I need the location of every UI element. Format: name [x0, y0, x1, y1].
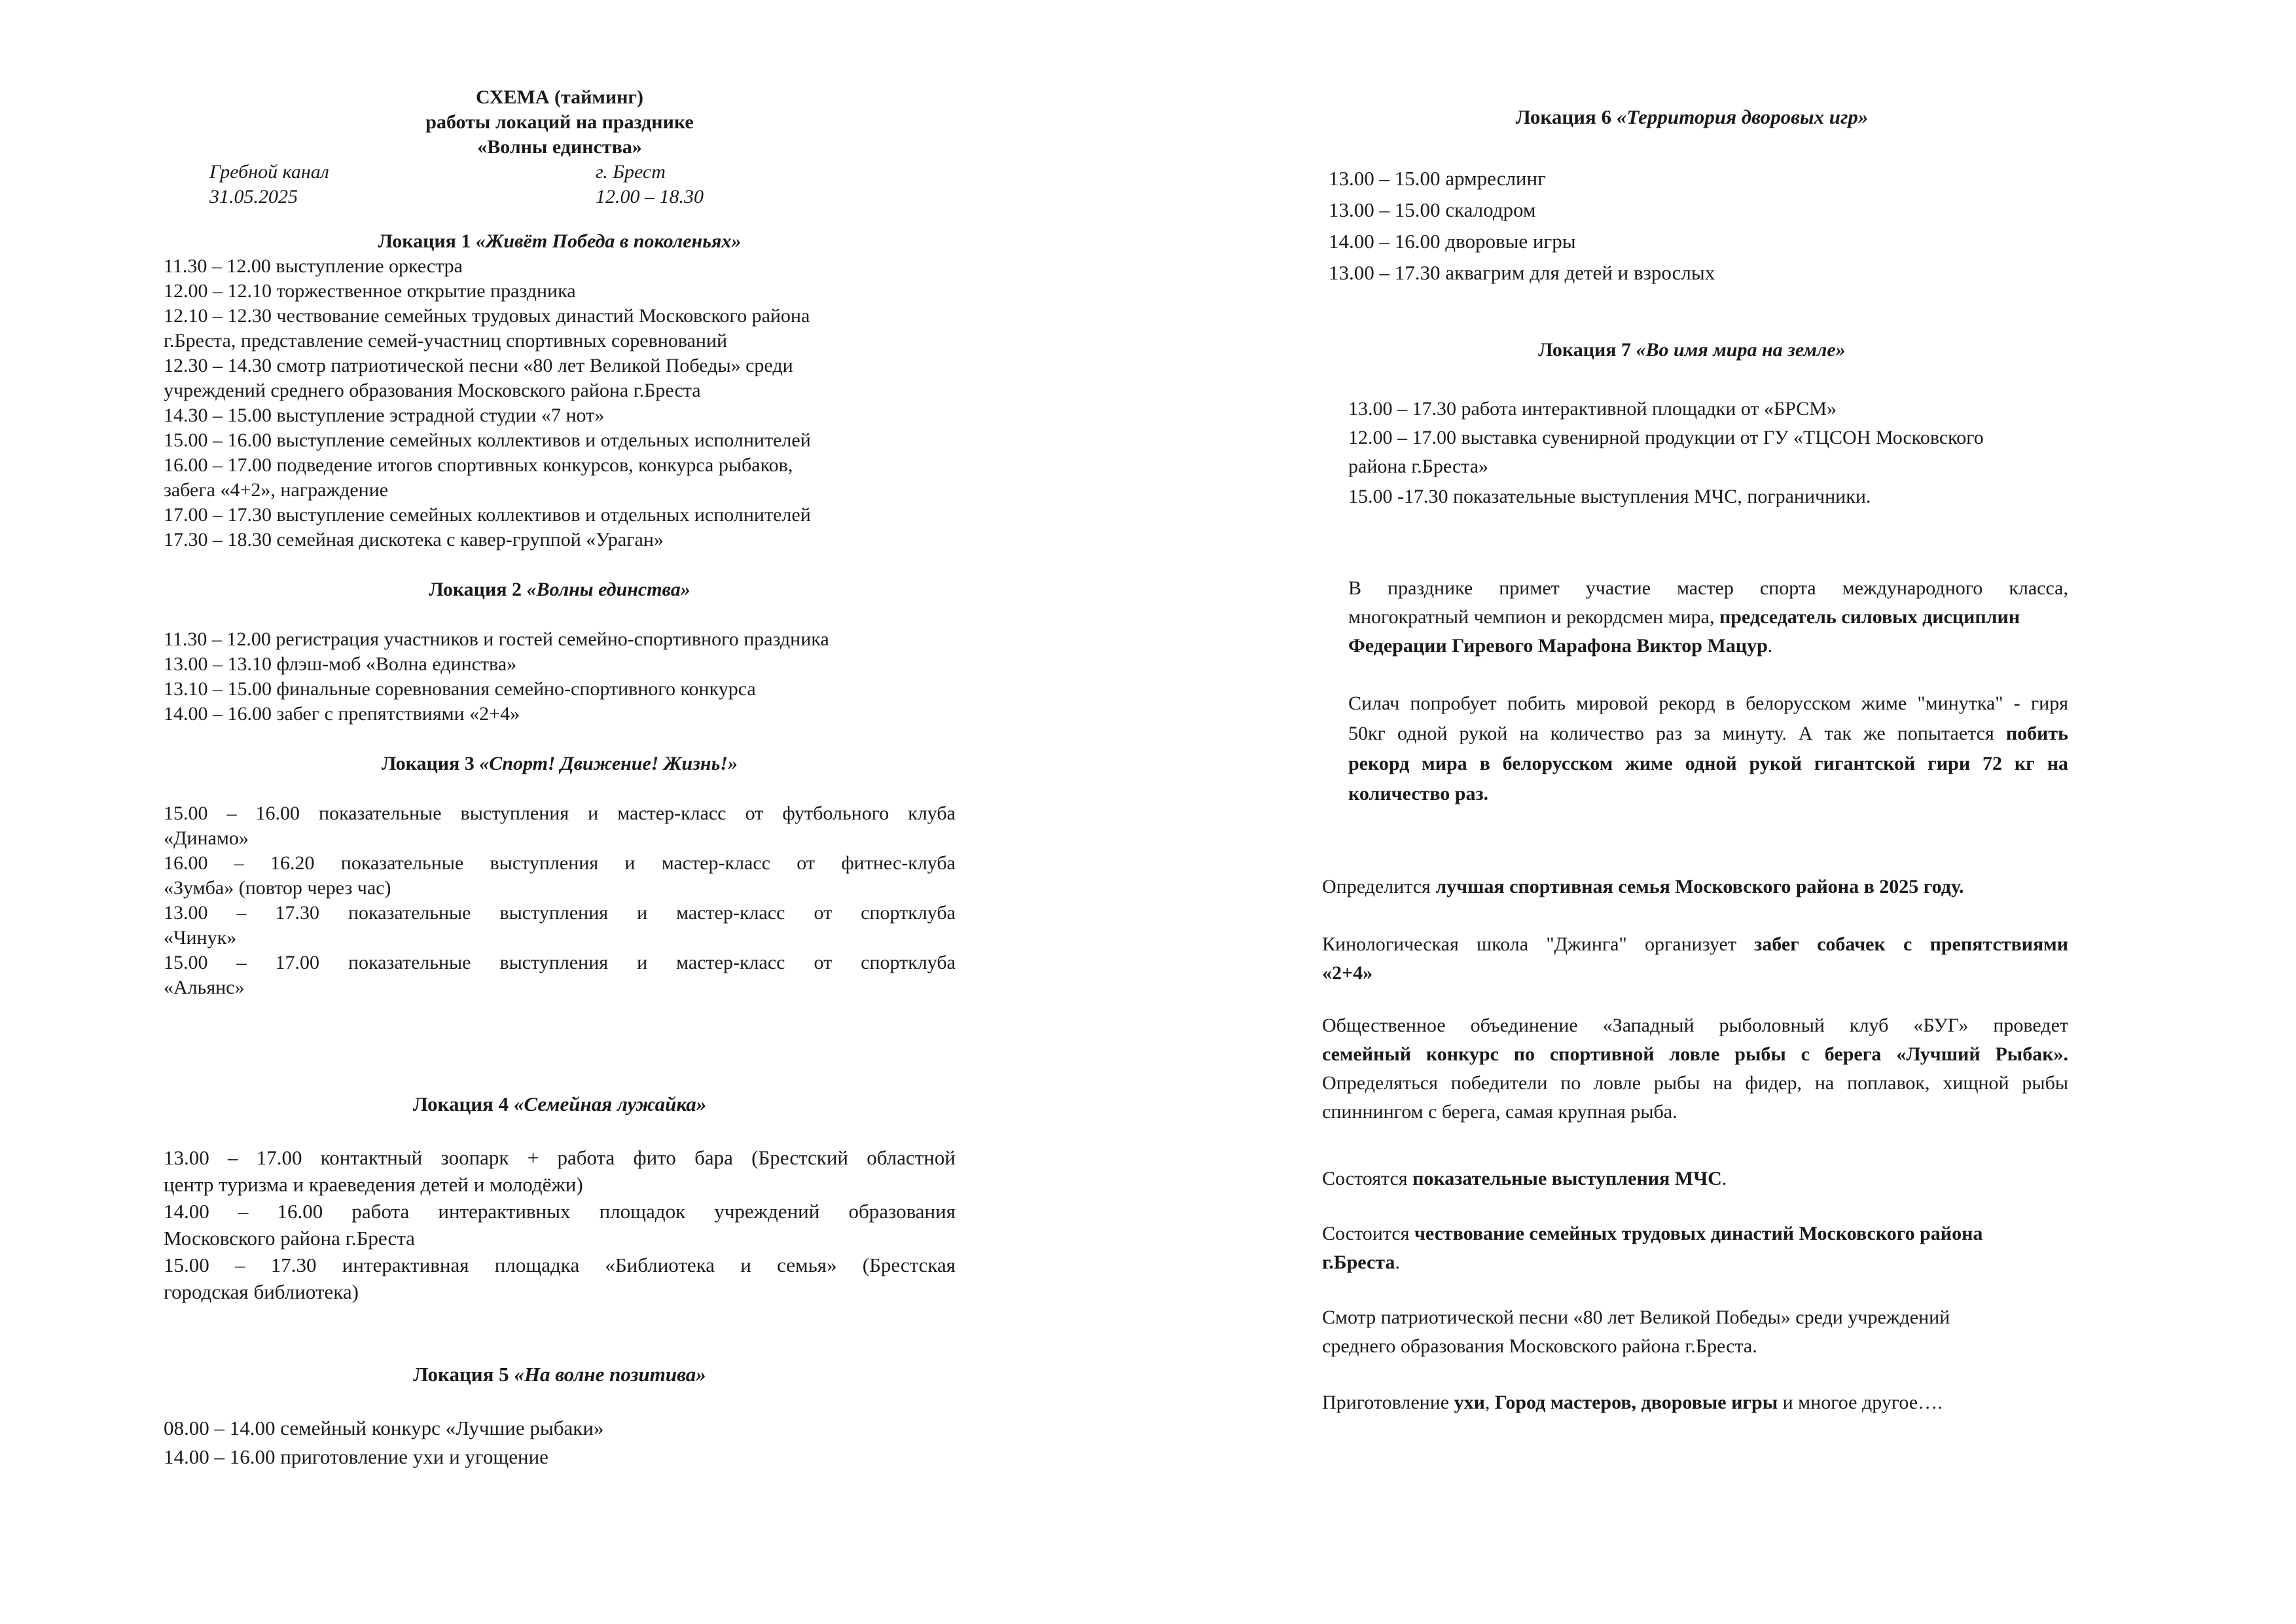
date-label: 31.05.2025	[209, 186, 298, 208]
loc3-line: 16.00 – 16.20 показательные выступления и мастер-класс от фитнес-клуба	[164, 852, 956, 874]
doc-title-3: «Волны единства»	[477, 136, 642, 158]
loc1-line: г.Бреста, представление семей-участниц спортивных соревнований	[164, 330, 728, 352]
loc3-line: «Зумба» (повтор через час)	[164, 877, 391, 899]
loc6-heading: Локация 6 «Территория дворовых игр»	[1515, 105, 1869, 128]
doc-title-2: работы локаций на празднике	[425, 111, 694, 133]
loc2-line: 13.10 – 15.00 финальные соревнования семейно-спортивного конкурса	[164, 678, 756, 700]
info-athlete-line: многократный чемпион и рекордсмен мира, председатель силовых дисциплин	[1348, 606, 2020, 628]
info-more: Приготовление ухи, Город мастеров, дворовые игры и многое другое….	[1322, 1392, 1943, 1413]
loc3-line: «Чинук»	[164, 927, 237, 948]
loc2-heading: Локация 2 «Волны единства»	[429, 579, 691, 600]
loc1-line: 12.00 – 12.10 торжественное открытие праздника	[164, 280, 576, 302]
loc3-line: 15.00 – 17.00 показательные выступления и мастер-класс от спортклуба	[164, 952, 956, 973]
loc5-line: 08.00 – 14.00 семейный конкурс «Лучшие рыбаки»	[164, 1416, 604, 1439]
loc4-line: центр туризма и краеведения детей и молодёжи)	[164, 1173, 583, 1196]
loc6-line: 13.00 – 15.00 армреслинг	[1329, 167, 1546, 190]
loc3-line: «Альянс»	[164, 977, 245, 998]
info-dynasties-line: Состоится чествование семейных трудовых династий Московского района	[1322, 1223, 1983, 1244]
loc7-heading: Локация 7 «Во имя мира на земле»	[1538, 339, 1846, 361]
info-record-line: рекорд мира в белорусском жиме одной рукой гигантской гири 72 кг на	[1348, 753, 2068, 774]
loc1-line: 17.00 – 17.30 выступление семейных коллективов и отдельных исполнителей	[164, 504, 811, 526]
loc1-heading: Локация 1 «Живёт Победа в поколеньях»	[378, 230, 742, 252]
loc5-line: 14.00 – 16.00 приготовление ухи и угощение	[164, 1445, 548, 1468]
loc3-line: 13.00 – 17.30 показательные выступления и мастер-класс от спортклуба	[164, 902, 956, 924]
loc2-line: 14.00 – 16.00 забег с препятствиями «2+4»	[164, 703, 520, 725]
info-record-line: количество раз.	[1348, 783, 1488, 804]
loc3-line: «Динамо»	[164, 827, 249, 849]
info-athlete-line: В празднике примет участие мастер спорта международного класса,	[1348, 577, 2068, 599]
loc3-heading: Локация 3 «Спорт! Движение! Жизнь!»	[382, 753, 738, 774]
info-fishing-line: Общественное объединение «Западный рыболовный клуб «БУГ» проведет	[1322, 1015, 2068, 1036]
loc1-line: 17.30 – 18.30 семейная дискотека с кавер-группой «Ураган»	[164, 529, 664, 550]
loc4-line: городская библиотека)	[164, 1280, 359, 1303]
loc2-line: 11.30 – 12.00 регистрация участников и гостей семейно-спортивного праздника	[164, 628, 829, 650]
info-record-line: Силач попробует побить мировой рекорд в белорусском жиме "минутка" - гиря	[1348, 693, 2068, 714]
info-mchs: Состоятся показательные выступления МЧС.	[1322, 1168, 1727, 1189]
info-fishing-line: спиннингом с берега, самая крупная рыба.	[1322, 1101, 1677, 1123]
loc1-line: 12.10 – 12.30 чествование семейных трудовых династий Московского района	[164, 305, 810, 327]
loc7-line: 13.00 – 17.30 работа интерактивной площадки от «БРСМ»	[1348, 398, 1837, 420]
loc4-line: 13.00 – 17.00 контактный зоопарк + работа фито бара (Брестский областной	[164, 1146, 956, 1169]
loc7-line: 15.00 -17.30 показательные выступления МЧС, пограничники.	[1348, 486, 1871, 507]
loc6-line: 13.00 – 17.30 аквагрим для детей и взрослых	[1329, 261, 1715, 284]
loc1-line: забега «4+2», награждение	[164, 479, 389, 501]
loc1-line: 14.30 – 15.00 выступление эстрадной студии «7 нот»	[164, 405, 605, 426]
info-best-family: Определится лучшая спортивная семья Московского района в 2025 году.	[1322, 876, 1964, 897]
info-dogs-line: «2+4»	[1322, 962, 1373, 984]
info-dynasties-line: г.Бреста.	[1322, 1252, 1400, 1273]
loc3-line: 15.00 – 16.00 показательные выступления и мастер-класс от футбольного клуба	[164, 803, 956, 824]
loc4-line: 14.00 – 16.00 работа интерактивных площадок учреждений образования	[164, 1200, 956, 1223]
loc1-line: 11.30 – 12.00 выступление оркестра	[164, 255, 463, 277]
loc6-line: 14.00 – 16.00 дворовые игры	[1329, 230, 1576, 253]
loc1-line: 16.00 – 17.00 подведение итогов спортивных конкурсов, конкурса рыбаков,	[164, 454, 793, 476]
loc4-line: Московского района г.Бреста	[164, 1227, 415, 1250]
loc7-line: района г.Бреста»	[1348, 456, 1489, 477]
loc2-line: 13.00 – 13.10 флэш-моб «Волна единства»	[164, 653, 517, 675]
place-label: Гребной канал	[209, 161, 329, 183]
loc7-line: 12.00 – 17.00 выставка сувенирной продукции от ГУ «ТЦСОН Московского	[1348, 427, 1984, 448]
loc5-heading: Локация 5 «На волне позитива»	[413, 1363, 706, 1386]
city-label: г. Брест	[596, 161, 666, 183]
info-record-line: 50кг одной рукой на количество раз за минуту. А так же попытается побить	[1348, 723, 2068, 744]
info-athlete-line: Федерации Гиревого Марафона Виктор Мацур.	[1348, 635, 1773, 657]
loc1-line: 12.30 – 14.30 смотр патриотической песни «80 лет Великой Победы» среди	[164, 355, 793, 376]
loc4-heading: Локация 4 «Семейная лужайка»	[412, 1092, 707, 1115]
time-label: 12.00 – 18.30	[596, 186, 704, 208]
doc-title-1: СХЕМА (тайминг)	[475, 86, 644, 108]
loc1-line: 15.00 – 16.00 выступление семейных коллективов и отдельных исполнителей	[164, 429, 811, 451]
loc6-line: 13.00 – 15.00 скалодром	[1329, 198, 1536, 221]
loc1-line: учреждений среднего образования Московского района г.Бреста	[164, 380, 701, 401]
info-song-line: среднего образования Московского района г.Бреста.	[1322, 1335, 1757, 1357]
loc4-line: 15.00 – 17.30 интерактивная площадка «Библиотека и семья» (Брестская	[164, 1254, 956, 1276]
info-song-line: Смотр патриотической песни «80 лет Великой Победы» среди учреждений	[1322, 1307, 1950, 1328]
info-fishing-line: Определяться победители по ловле рыбы на фидер, на поплавок, хищной рыбы	[1322, 1072, 2068, 1094]
info-fishing-line: семейный конкурс по спортивной ловле рыбы с берега «Лучший Рыбак».	[1322, 1043, 2068, 1065]
info-dogs-line: Кинологическая школа "Джинга" организует забег собачек с препятствиями	[1322, 933, 2068, 955]
